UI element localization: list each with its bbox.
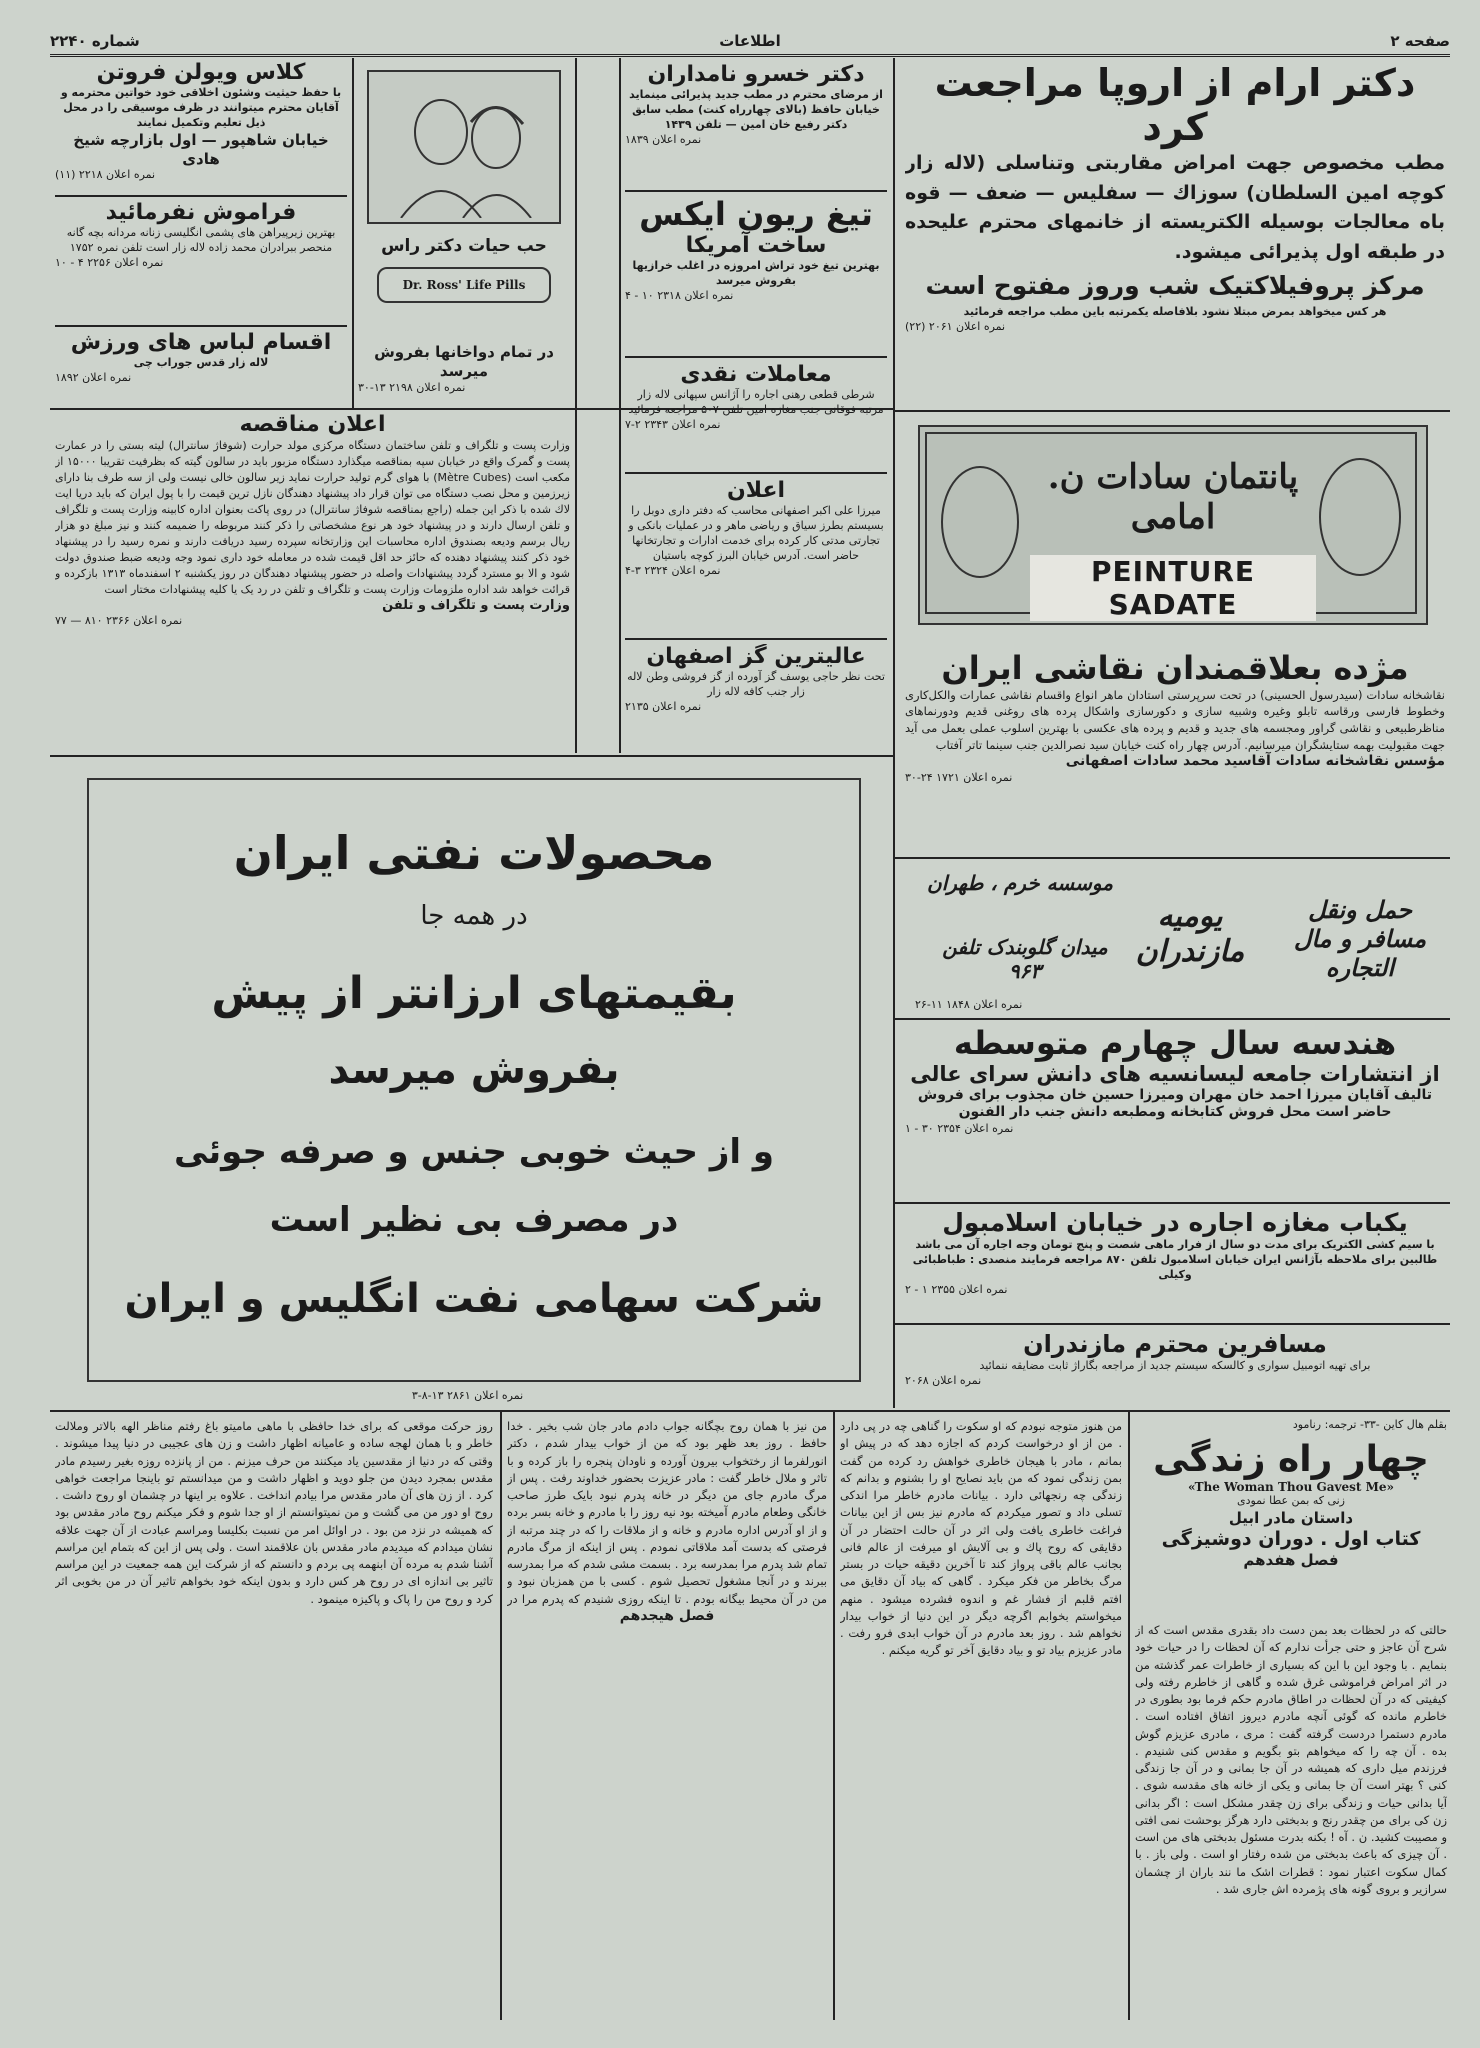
ad-title: عالیترین گز اصفهان xyxy=(646,644,866,669)
ad-line4: میدان گلوبندک تلفن ۹۶۳ xyxy=(942,935,1108,983)
ad-title: دکتر ارام از اروپا مراجعت کرد xyxy=(934,62,1416,149)
portrait-icon xyxy=(371,72,557,218)
ad-geometry-book xyxy=(905,1025,1445,1197)
column-rule xyxy=(1128,1410,1130,2020)
row-rule xyxy=(50,755,893,757)
ad-body: تحت نظر حاجی یوسف گز آورده از گز فروشی وطن لاله زار جنب کافه لاله زار xyxy=(627,670,885,699)
ad-dont-forget xyxy=(55,200,347,327)
portrait-illustration xyxy=(367,70,561,224)
serial-subtitle: داستان مادر ابیل xyxy=(1228,1509,1354,1528)
ad-isfahan-gaz xyxy=(625,644,887,749)
ad-shop-rent xyxy=(905,1208,1445,1320)
column-rule xyxy=(893,58,895,1408)
ad-signature: مؤسس نقاشخانه سادات آقاسید محمد سادات اصفهانی xyxy=(1065,753,1445,770)
banner-arabic: پانتمان سادات ن. امامی xyxy=(1047,457,1299,537)
ad-ref: نمره اعلان ۲۳۵۴ ۳۰ - ۱ xyxy=(905,1121,1014,1135)
ad-violin-class xyxy=(55,60,347,197)
ad-cash-deals xyxy=(625,362,887,474)
ad-ref: نمره اعلان ۲۲۵۶ ۴ - ۱۰ xyxy=(55,256,164,270)
ad-line3: موسسه خرم ، طهران xyxy=(927,871,1113,895)
serial-column-1: حالتی که در لحظات بعد بمن دست داد بقدری مقدس است که از شرح آن عاجز و حتی جرأت ندارم که آن لحظات را در حیات خود بنمایم . با وجود این با این که بسیاری از خاطرات عمر گذشته من در اثر امراض فراموشی غرق شده و گاهی از خاطرم رفته ولی کیفیتی که در آن لحظات در اطاق مادرم حکم فرما بود بطوری در خاطرم مانده که گوئی آنچه مادرم دیروز اتفاق افتاده است . مادرم دستمرا دردست گرفته گفت : مری ، مادری عزیزم گوش بده . آن چه را که میخواهم بتو بگویم و مقدس کنی شنیدم . فرزندم میل داری که همیشه در آن جا بمانی و در آن جا زندگی کنی ؟ بهتر است آن جا بمانی و یکی از خانه های مقدسه شوی . آیا بدانی حیات و زندگی برای زن چقدر مشکل است : اگر بدانی زن کی برای من چقدر رنج و بدبختی دارد هرگز بوحشت نمی افتی و مصیبت کشید. ن . آه ! بکنه بدرت مسئول بدبختی های من است . آن چیزی که باعث بدبختی من شده رفتار او است . ولی باز . با کمال سکوت اعتبار نمود : قطرات اشک ما نند باران از چشمان سرازیر و بروی گونه های پژمرده اش جاری شد . xyxy=(1135,1623,1447,1896)
ad-ref: نمره اعلان ۱۷۲۱ ۲۴-۳۰ xyxy=(905,770,1013,784)
ornate-banner xyxy=(918,425,1428,625)
ad-dr-aram xyxy=(905,62,1445,402)
ad-title: مسافرین محترم مازندران xyxy=(1023,1330,1327,1358)
ad-headline: مرکز پروفیلاکتیک شب وروز مفتوح است xyxy=(925,271,1425,301)
ad-ref: نمره اعلان ۲۸۶۱ ۱۳-۸-۳ xyxy=(411,1389,524,1402)
row-rule xyxy=(893,410,1450,412)
ad-title: معاملات نقدی xyxy=(680,362,832,387)
serial-title: چهار راه زندگی xyxy=(1153,1438,1429,1480)
ad-ref: نمره اعلان ۲۳۴۳ ۲-۷ xyxy=(625,418,721,432)
serial-chapter-2: فصل هیجدهم xyxy=(619,1608,715,1624)
serial-column-3-wrap xyxy=(507,1418,827,2018)
ad-line2: در همه جا xyxy=(420,900,528,931)
ad-body: مطب مخصوص جهت امراض مقاربتی وتناسلی (لاله زار کوچه امین السلطان) سوزاك — سفلیس — ضعف — قوه باه معالجات بوسیله الکتریسته از خانمهای محترم علیحده در طبقه اول پذیرائی میشود. xyxy=(905,152,1445,263)
ad-body: بهترین تیغ خود تراش امروزه در اغلب خرازیها بفروش میرسد xyxy=(632,259,880,288)
ad-line2: یومیه مازندران xyxy=(1135,899,1245,969)
ad-oil-products xyxy=(55,770,880,1402)
ad-ref: نمره اعلان ۲۲۱۸ (۱۱) xyxy=(55,168,156,182)
ad-body: میرزا علی اکبر اصفهانی محاسب که دفتر داری دوبل را بسیستم بطرز سیاق و ریاضی ماهر و در عملیات بانکی و تجارتی مدتی کار کرده برای خدمت ادارات و تجارتخانها حاضر است. آدرس خیابان البرز کوچه باستیان xyxy=(628,504,884,562)
ad-body: برای تهیه اتومبیل سواری و کالسکه سیستم جدید از مراجعه بگاراژ ثابت مضایقه ننمائید xyxy=(979,1358,1371,1372)
ad-ref: نمره اعلان ۲۱۳۵ xyxy=(625,700,702,714)
serial-note: زنی که بمن عطا نمودی xyxy=(1236,1494,1345,1508)
ad-travelers xyxy=(905,1330,1445,1406)
ad-subtitle: ساخت آمریکا xyxy=(685,232,827,258)
ad-line1: حمل ونقل مسافر و مال التجاره xyxy=(1293,895,1427,982)
ad-title: کلاس ویولن فروتن xyxy=(96,60,306,85)
serial-column-4: روز حرکت موقعی که برای خدا حافظی با ماهی مامیتو باغ رفتم مناظر الهه بالاتر وملالت خاطر و با همان لهجه ساده و عامیانه اظهار داشت و زن های عجیبی در دنیا پیدا میشوند . وقتی که در دنیا از مقدسین یاد میکنند من حرف میزنم . من از پانزده روزه بغیر رسیدم مادر مقدس بمجرد دیدن من جلو دوید و اظهار داشت و من میدانستم تو باینجا مراجعت خواهی کرد . از زن های آن مادر مقدس مرا بیادم انداخت . علاوه بر اینها در چشمان او روح داشت . روح او دور من می گشت و من نمیتوانستم از او جدا شوم و فکر میکنم روح مادر مقدس بود که همیشه در نزد من بود . در اوائل امر من نسبت بکلیسا ومراسم عبادت از آن جهت علاقه نشان میدادم که میدیدم مادر مقدس بان علاقمند است . ولی پس از این که بتمام این مراسم آشنا شدم به مرده آن ابنهمه پی بردم و دانستم که از شرکت این همه جمعیت در این مراسم تاثیر بی اندازه ای در روح هر کس دارد و بدون اینکه خود بخواهم تاثیر آن در من بخوبی اثر کرد و روح من را پاک و پاکیزه مینمود . xyxy=(55,1419,493,1606)
ad-frame xyxy=(87,778,861,1382)
column-rule xyxy=(619,58,621,753)
row-rule xyxy=(893,1202,1450,1204)
ad-note: هر کس میخواهد بمرض مبتلا نشود بلافاصله یکمرتبه باین مطب مراجعه فرمائید xyxy=(963,305,1387,319)
ad-signature: وزارت پست و تلگراف و تلفن xyxy=(382,597,570,613)
ad-dr-ross xyxy=(358,62,570,404)
ad-title: تیغ ریون ایکس xyxy=(639,196,873,233)
ad-body: با حفظ حیثیت وشئون اخلاقی خود خواتین محترمه و آقایان محترم میتوانند در ظرف موسیقی را در محل ذیل تعلیم وتکمیل نمایند xyxy=(60,86,342,130)
column-rule xyxy=(833,1410,835,2020)
ad-tender-notice xyxy=(55,412,570,750)
ad-dr-khosro xyxy=(625,62,887,192)
ad-body: از مرضای محترم در مطب جدید پذیرائی مینماید خیابان حافظ (بالای چهارراه کنت) مطب سابق دکتر رفیع خان امین — تلفن ۱۴۳۹ xyxy=(629,88,883,132)
ad-ref: نمره اعلان ۱۸۹۲ xyxy=(55,371,132,385)
ad-mazandaran-transport xyxy=(905,865,1445,1013)
serial-column-2: من هنوز متوجه نبودم که او سکوت را گناهی چه در پی دارد . من از او درخواست کردم که اجازه دهد که در پیش او بمانم ، مادر با هیجان خاطری خواهش رد کرده من گفت بمن زندگی نمود که من باید نصایح او را بشنوم و بدانم که زندگی چه رنجهائی دارد . بیانات مادرم خاطر مرا اندکی تسلی داد و تصور میکردم که مادرم نیز بس از این بیانات فراغت خاطری یافت ولی اثر در آن حالت احتضار در آن دقایقی که روح پاك و بی آلایش او میرفت از عالم فانی بجانب عالم باقی پرواز کند تا آخرین دقیقه حیات در بستر مرگ بخاطر من فکر میکرد . گاهی که بیاد آن دقایق می افتم قلبم از فشار غم و اندوه فشرده میشود . منهم میخواستم بخوابم اگرچه دیگر در این دنیا از خواب بیدار نخواهم شد . روز بعد مادرم در آن خواب ابدی فرو رفت . مادر عزیزم بیاد تو و بیاد دقایق آخر تو گریه میکنم . xyxy=(840,1419,1122,1658)
ad-rayon-razor xyxy=(625,196,887,358)
ad-peinture-sadate xyxy=(918,425,1428,625)
page-label: صفحه ۲ xyxy=(1390,32,1450,50)
page-header xyxy=(50,28,1450,57)
ad-subtitle: از انتشارات جامعه لیسانسیه های دانش سرای عالی xyxy=(910,1061,1440,1086)
ad-sports-clothes xyxy=(55,330,347,405)
ad-line5: و از حیث خوبی جنس و صرفه جوئی xyxy=(173,1132,775,1173)
ad-ref: نمره اعلان ۲۳۱۸ ۱۰ - ۴ xyxy=(625,288,734,302)
ad-ref: نمره اعلان ۲۳۶۶ ۸۱۰ — ۷۷ xyxy=(55,614,183,628)
ad-ref: نمره اعلان ۲۰۶۱ (۲۲) xyxy=(905,319,1006,333)
ad-title: فراموش نفرمائید xyxy=(105,200,297,225)
ad-body: شرطی قطعی رهنی اجاره را آژانس سپهانی لاله زار مرتبه فوقانی جنب مغازه امین تلفن ۵۰۷ مراجعه فرمائید xyxy=(628,388,884,417)
ad-title: هندسه سال چهارم متوسطه xyxy=(953,1025,1397,1062)
ad-title: یکباب مغازه اجاره در خیابان اسلامبول xyxy=(942,1208,1408,1237)
ad-body: لاله زار قدس جوراب چی xyxy=(133,356,269,370)
ad-line4: بفروش میرسد xyxy=(328,1047,620,1094)
ad-body: نقاشخانه سادات (سیدرسول الحسینی) در تحت سرپرستی استادان ماهر انواع واقسام نقاشی عمارات والکل‌کاری وخطوط فارسی ورقاسه تابلو وغیره وشبیه سازی و دکورسازی واشکال پرده های روغنی قدیم ودورنماهای مناظرطبیعی و نقاشی گراور ومجسمه های جدید و قدیم و پرده های عکسی با بهترین اسلوب عملی بعمل می آید جهت مقبولیت بهمه ستایشگران میرسانیم. آدرس چهار راه کنت خیابان سید نصرالدین جنب سینما تاتر آفتاب xyxy=(905,687,1445,752)
row-rule xyxy=(893,857,1450,859)
ad-ref: نمره اعلان ۲۰۶۸ xyxy=(905,1373,982,1387)
ad-ref: نمره اعلان ۱۸۳۹ xyxy=(625,132,702,146)
ad-title: اقسام لباس های ورزش xyxy=(70,330,332,355)
ad-ref: نمره اعلان ۲۳۵۵ ۱ - ۲ xyxy=(905,1282,1008,1296)
ad-body: بهترین زیرپیراهن های پشمی انگلیسی زنانه مردانه بچه گانه منحصر ببرادران محمد زاده لاله زار است تلفن نمره ۱۷۵۲ xyxy=(66,226,336,255)
banner-latin: PEINTURE SADATE xyxy=(1030,555,1316,621)
ad-caption: حب حیات دکتر راس xyxy=(381,236,547,256)
ad-footer: در تمام دواخانها بفروش میرسد xyxy=(374,343,554,380)
pill-box: Dr. Ross' Life Pills xyxy=(377,267,551,303)
ad-title: محصولات نفتی ایران xyxy=(233,826,715,880)
ad-title: مژده بعلاقمندان نقاشی ایران xyxy=(941,650,1409,687)
column-rule xyxy=(352,58,354,408)
row-rule xyxy=(893,1018,1450,1020)
ad-line6: در مصرف بی نظیر است xyxy=(269,1199,679,1240)
ad-title: اعلان xyxy=(726,478,786,503)
serial-header xyxy=(1135,1418,1447,1618)
paper-name: اطلاعات xyxy=(719,32,781,50)
row-rule xyxy=(893,1323,1450,1325)
serial-chapter: فصل هفدهم xyxy=(1243,1550,1339,1569)
ad-painting-school xyxy=(905,650,1445,850)
ad-body: وزارت پست و تلگراف و تلفن ساختمان دستگاه مرکزی مولد حرارت (شوفاژ سانترال) لیته بستی را در عمارت پست و گمرک واقع در خیابان سپه بمناقصه میگذارد دستگاه مزبور باید در سالون گیته که بظرفیت تقریبا ۱۵۰۰۰ از مکعب است (Mètre Cubes) با هوای گرم تولید حرارت نماید زیر سالون خالی نیست ولی از سه طرف بنا دارای زیرزمین و محل نصب دستگاه می توان قرار داد پیشنهاد دهندگان نازل ترین قیمت را با پول ایران که باید دریا ایت لاك شده با ذکر این جمله (راجع بمناقصه شوفاژ سانترال) در روی پاکت بعنوان اداره کابینه وزارت پست و تلگراف و تلفن ارسال دارند و در پیشنهاد خود هر نوع مشخصاتی را ذکر کنند مربوطه را ضمیمه کنند و نیز مبلغ دو هزار ریال برسم ودیعه بصندوق اداره محاسبات این وزارتخانه سپرده رسید دریافت دارند و نمره رسید را در پیشنهاد خود ذکر کنند پیشنهاد دهنده که حائز حد اقل قیمت شده در معامله خود داری نمود وجه ودیعه ضبط صندوق دولت شود و الا بو مسترد گردد پیشنهادات واصله در حضور پیشنهاد دهندگان در روز یکشنبه ۲ اسفندماه ۱۳۱۳ بازکرده و قرائت خواهد شد اداره ملزومات وزارت پست و تلگراف و تلفن در رد یک یا کلیه پیشنهادات مختار است xyxy=(55,439,570,596)
ad-body: با سیم کشی الکتریک برای مدت دو سال از فرار ماهی شصت و پنج تومان وجه اجاره آن می باشد طالبین برای ملاحظه بآژانس ایران خیابان اسلامبول تلفن ۸۷۰ مراجعه فرمایند منصدی : طباطبائی وکیلی xyxy=(912,1238,1438,1281)
serial-column-3: من نیز با همان روح بچگانه جواب دادم مادر جان شب بخیر . خدا حافظ . روز بعد ظهر بود که من از خواب بیدار شدم ، دکتر انورلفرما از رختخواب بیرون آورده و ناودان پنجره را باز کرده و با تاثر و ملال خاطر گفت : مادر عزیزت بحضور خداوند رفت . پس از مرگ مادرم جای من دیگر در خانه پدرم نبود بایک طرز صاحب خانگی وطعام مادرم آمیخته بود نیه روز را با مادرم و خانه بسر برده و از او آدرس اداره مادرم و خانه و از ملاقات را که در چند مرتبه از فرصتی که بدست آمد ملاقاتی نمودم . پس از اینکه از مرگ مادرم تمام شد پدرم مرا بمدرسه برد . بسمت مشی شدم که مرا بمدرسه ببرند و در آنجا مشغول تحصیل شوم . کسی با من همزبان نبود و من در آن محیط بیگانه بودم . تا اینکه روزی شنیدم که پدرم مرا در xyxy=(507,1419,827,1606)
ad-title: اعلان مناقصه xyxy=(239,412,386,437)
ad-title: دکتر خسرو نامداران xyxy=(647,62,865,87)
ad-company: شرکت سهامی نفت انگلیس و ایران xyxy=(124,1275,824,1322)
ad-ref: نمره اعلان ۲۱۹۸ ۱۳-۳۰ xyxy=(358,380,466,394)
ad-announcement xyxy=(625,478,887,640)
column-rule xyxy=(575,58,577,753)
ad-address: خیابان شاهپور — اول بازارچه شیخ هادی xyxy=(73,130,329,168)
serial-original-title: «The Woman Thou Gavest Me» xyxy=(1187,1480,1395,1495)
ad-body: تالیف آقایان میرزا احمد خان مهران ومیرزا حسین خان مجذوب برای فروش حاضر است محل فروش کتابخانه ومطبعه دانش جنب دار الفنون xyxy=(917,1086,1433,1121)
serial-book: کتاب اول . دوران دوشیزگی xyxy=(1161,1527,1421,1550)
issue-number: شماره ۲۲۴۰ xyxy=(50,32,140,50)
ad-ref: نمره اعلان ۱۸۴۸ ۱۱-۲۶ xyxy=(915,998,1023,1011)
row-rule xyxy=(50,1410,1450,1412)
ad-line3: بقیمتهای ارزانتر از پیش xyxy=(211,967,737,1019)
column-rule xyxy=(500,1410,502,2020)
ad-ref: نمره اعلان ۲۳۲۴ ۳-۴ xyxy=(625,563,721,577)
serial-byline: بقلم هال کاین -۳۳- ترجمه: رنامود xyxy=(1292,1418,1447,1431)
